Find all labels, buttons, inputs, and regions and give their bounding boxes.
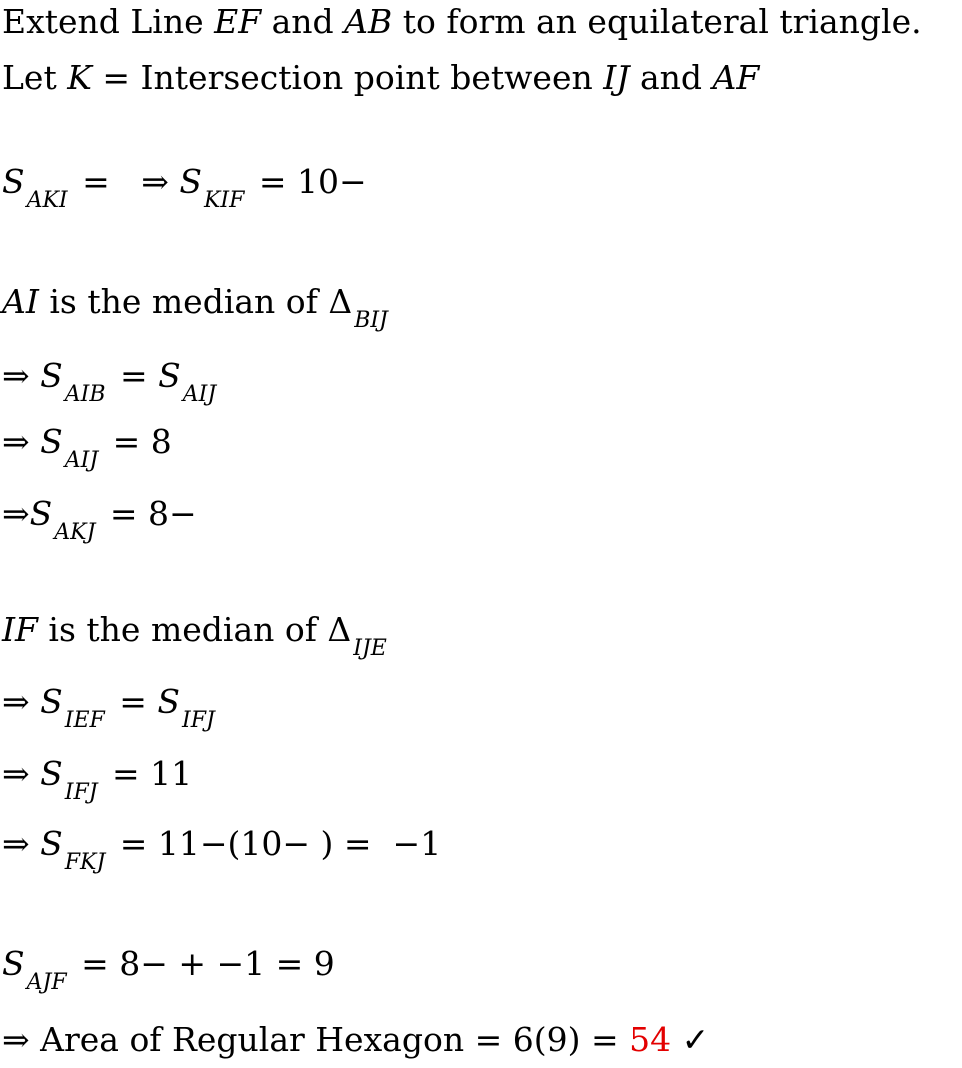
text: ⇒	[2, 494, 30, 533]
var: S	[29, 494, 53, 533]
var: S	[40, 824, 63, 863]
text: =	[109, 356, 159, 395]
var: S	[2, 162, 25, 201]
subscript: IEF	[64, 708, 105, 733]
text: is the median of Δ	[38, 282, 353, 321]
line-s-ifj	[2, 754, 193, 805]
text: ⇒	[2, 824, 41, 863]
var: S	[157, 682, 181, 721]
subscript: IFJ	[182, 708, 215, 733]
text: = ⇒	[71, 162, 180, 201]
line-define-k	[2, 58, 759, 98]
line-s-fkj	[2, 824, 442, 875]
text: ⇒	[2, 682, 41, 721]
var: K	[67, 58, 92, 97]
var: S	[40, 754, 63, 793]
text: ⇒	[2, 356, 41, 395]
line-s-aij	[2, 422, 172, 473]
text: and	[261, 2, 345, 41]
text: = 10−	[248, 162, 367, 201]
var: AB	[344, 2, 393, 41]
var: S	[179, 162, 202, 201]
line-ai-median	[2, 282, 392, 333]
var: EF	[214, 2, 262, 41]
line-s-aib	[2, 356, 220, 407]
text: is the median of Δ	[37, 610, 352, 649]
var: AF	[712, 58, 760, 97]
var: S	[158, 356, 181, 395]
line-if-median	[2, 610, 391, 661]
subscript: KIF	[203, 188, 245, 213]
subscript: BIJ	[354, 308, 388, 333]
subscript: AKI	[26, 188, 68, 213]
subscript: IFJ	[64, 780, 98, 805]
text: = 11−(10− ) = −1	[109, 824, 442, 863]
text: to form an equilateral triangle.	[392, 2, 922, 41]
text: =	[108, 682, 158, 721]
text: ⇒ Area of Regular Hexagon = 6(9) =	[2, 1020, 630, 1059]
text: = 8	[102, 422, 172, 461]
line-hexagon-area	[2, 1020, 709, 1060]
subscript: AIJ	[182, 382, 217, 407]
subscript: AIJ	[64, 448, 99, 473]
var: IJ	[603, 58, 630, 97]
text: and	[629, 58, 713, 97]
line-s-ief	[2, 682, 219, 733]
subscript: AIB	[64, 382, 106, 407]
var: AI	[2, 282, 39, 321]
subscript: IJE	[353, 636, 387, 661]
var: S	[2, 944, 25, 983]
line-extend-lines	[2, 2, 922, 42]
subscript: FKJ	[64, 850, 106, 875]
line-s-akj	[2, 494, 197, 545]
text: = 8− + −1 = 9	[70, 944, 335, 983]
text: ⇒	[2, 754, 41, 793]
text: = 11	[101, 754, 193, 793]
var: IF	[2, 610, 38, 649]
check-mark-icon: ✓	[671, 1020, 710, 1059]
text: = 8−	[99, 494, 197, 533]
text: ⇒	[2, 422, 41, 461]
line-s-ajf	[2, 944, 335, 995]
var: S	[40, 682, 63, 721]
var: S	[40, 356, 63, 395]
text: Let	[2, 58, 68, 97]
final-answer: 54	[629, 1020, 672, 1059]
text: = Intersection point between	[91, 58, 604, 97]
var: S	[40, 422, 63, 461]
subscript: AKJ	[54, 520, 96, 545]
subscript: AJF	[26, 970, 67, 995]
line-s-aki	[2, 162, 367, 213]
text: Extend Line	[2, 2, 215, 41]
